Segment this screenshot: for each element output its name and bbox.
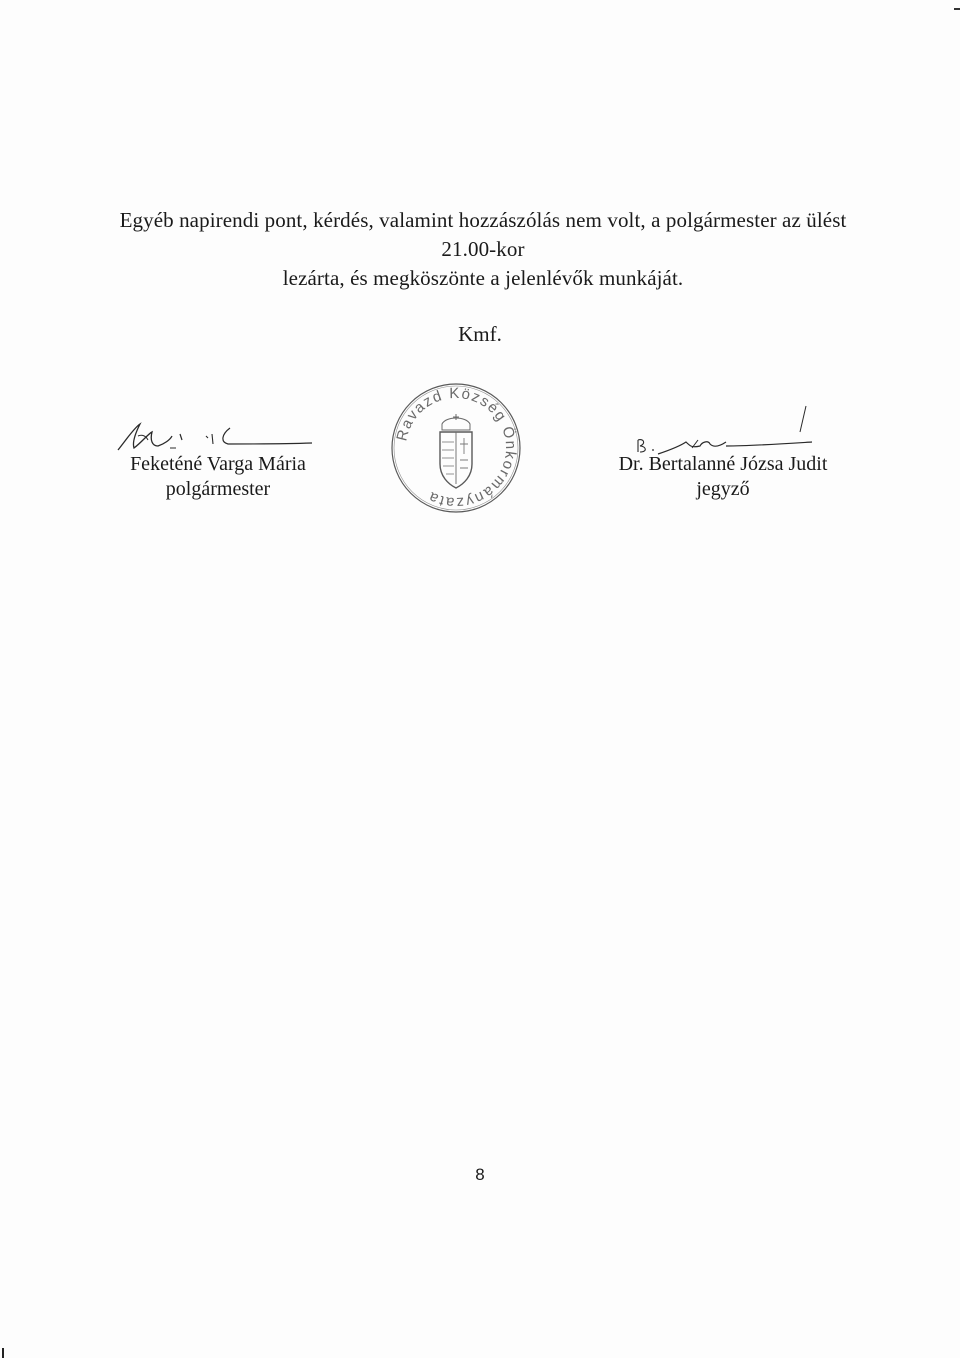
signatory-name: Feketéné Varga Mária — [130, 453, 306, 475]
page-number: 8 — [475, 1165, 485, 1184]
scan-edge-mark — [2, 1348, 4, 1358]
kmf-closing: Kmf. — [458, 322, 502, 346]
signatory-notary — [610, 452, 836, 502]
paragraph-line-2: lezárta, és megköszönte a jelenlévők munkáját. — [282, 266, 684, 290]
signatory-name: Dr. Bertalanné Józsa Judit — [618, 453, 828, 475]
notary-signature — [630, 402, 826, 458]
closing-paragraph — [118, 206, 848, 293]
signatory-mayor — [108, 452, 328, 502]
scan-edge-mark — [954, 8, 960, 10]
signatory-role: polgármester — [165, 478, 271, 500]
stamp-text: Ravazd Község Önkormányzata — [393, 384, 520, 512]
municipal-stamp — [388, 380, 524, 516]
paragraph-line-1: Egyéb napirendi pont, kérdés, valamint hozzászólás nem volt, a polgármester az ülést 21.00-kor — [119, 208, 847, 261]
signatory-role: jegyző — [696, 478, 750, 500]
coat-of-arms-icon — [440, 414, 472, 488]
